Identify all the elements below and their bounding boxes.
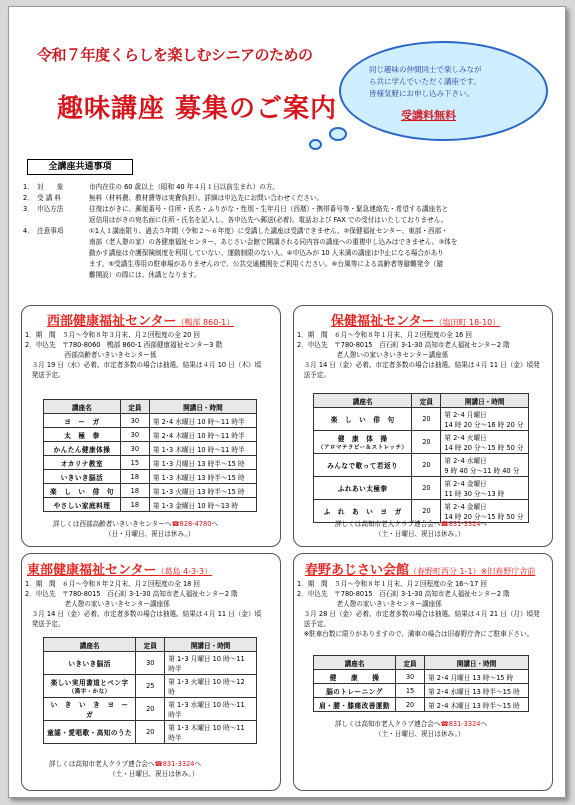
info-line: 1．期 間 ５月～令和８年３月末、月２回程度の全 20 回 [25, 331, 201, 339]
common-key: 注意事項 [37, 227, 64, 235]
east-address: （葛島 4-3-3） [156, 567, 213, 576]
table-header-row [314, 656, 529, 670]
column-header: 開講日・時間 [441, 394, 529, 408]
common-num: 2． [23, 194, 34, 202]
capacity-cell: 18 [120, 470, 149, 484]
west-address: （鴨部 860-1） [176, 318, 235, 327]
common-text: ①1人１講座限り。過去５年間（令和２～６年度）に受講した講座は受講できません。②保健福祉センター、東部・西部・ [89, 227, 448, 235]
table-row [44, 698, 257, 721]
column-header: 開講日・時間 [149, 400, 256, 414]
info-line: 2．申込先 〒780-8015 百石町 3-1-30 高知市老人福祉センター2 階 [297, 590, 510, 598]
east-footer [49, 759, 201, 779]
course-name-cell: みんなで歌って若返り [314, 454, 412, 477]
common-num: 3． [23, 205, 34, 213]
info-line: 1．期 間 ６月～令和８年１月末、月２回程度の全 16 回 [297, 331, 473, 339]
capacity-cell: 20 [136, 721, 165, 744]
common-key [37, 272, 89, 283]
common-num [23, 239, 37, 250]
course-name-cell: 肩・腰・膝痛改善運動 [314, 698, 396, 712]
west-course-table [43, 399, 257, 512]
common-list [23, 184, 457, 283]
info-line: 2．申込先 〒780-8015 百石町 3-1-30 高知市老人福祉センター2 階 [25, 590, 238, 598]
schedule-cell: 第 2･4 金曜日 14 時 20 分～15 時 50 分 [441, 500, 529, 523]
table-header-row [44, 400, 257, 414]
capacity-cell: 20 [412, 454, 441, 477]
column-header: 開講日・時間 [165, 638, 257, 652]
course-name-cell: い き い き ヨ ー ガ [44, 698, 136, 721]
course-name-cell: オカリナ教室 [44, 456, 121, 470]
info-line: 西部高齢者いきいきセンター係 [25, 351, 157, 359]
table-row [44, 652, 257, 675]
info-line: ※駐車台数に限りがありますので、満車の場合は旧春野庁舎にご駐車下さい。 [297, 630, 534, 638]
schedule-cell: 第 1･3 火曜日 13 時半～15 時 [149, 484, 256, 498]
info-line: 送予定。 [297, 620, 330, 628]
course-name-cell: いきいき脳活 [44, 652, 136, 675]
east-heading [27, 559, 212, 578]
common-text: ます。⑤受講生専用の駐車場がありませんので、公共交通機関をご利用ください。⑥台風等による高齢者等避難発令（避 [89, 260, 444, 268]
contact-tail: へ [480, 520, 488, 528]
common-key: 申込方法 [37, 205, 64, 213]
table-row [314, 408, 529, 431]
title-line2: 趣味講座 募集のご案内 [57, 94, 338, 124]
contact-text: 詳しくは高知市老人クラブ連合会へ [335, 520, 441, 528]
schedule-cell: 第 1･3 木曜日 10 時～11 時半 [165, 721, 257, 744]
hoken-footer [335, 519, 487, 539]
table-row [314, 670, 529, 684]
table-row [44, 414, 257, 428]
capacity-cell: 18 [120, 498, 149, 512]
capacity-cell: 20 [412, 477, 441, 500]
common-num: 4． [23, 227, 34, 235]
haruno-address: （春野町西分 1-1）※旧春野庁舎前 [409, 567, 536, 576]
contact-phone: ☎831-3324 [440, 720, 481, 728]
course-name-cell: かんたん健康体操 [44, 442, 121, 456]
flyer-page [8, 6, 566, 798]
info-line: 1．期 間 ６月～令和８年２月末、月２回程度の全 18 回 [25, 580, 201, 588]
course-name-cell: 楽 し い 俳 句 [314, 408, 412, 431]
table-row [314, 431, 529, 454]
contact-phone: ☎831-3324 [154, 760, 195, 768]
table-header-row [314, 394, 529, 408]
east-course-table [43, 637, 257, 744]
schedule-cell: 第 1･3 木曜日 13 時半～15 時 [149, 470, 256, 484]
common-num [23, 261, 37, 272]
common-text: 南部（老人憩の家）の各健康福祉センター、あじさい会館で開講される同内容の講座への重複申し込みはできません。③体を [89, 238, 458, 246]
common-key: 対 象 [37, 183, 64, 191]
table-row [44, 428, 257, 442]
table-row [44, 470, 257, 484]
table-row [44, 721, 257, 744]
closed-days: （土・日曜日、祝日は休み。） [109, 770, 199, 778]
table-row [314, 698, 529, 712]
info-line: ３月 14 日（金）必着。市定者多数の場合は抽選。結果は４月 11 日（金）頃 [25, 610, 262, 618]
contact-tail: へ [211, 520, 218, 528]
west-heading [47, 310, 234, 329]
closed-days: （土・日曜日、祝日は休み。） [375, 730, 465, 738]
east-info [25, 579, 261, 629]
hoken-contact [335, 519, 487, 529]
schedule-cell: 第 2･4 水曜日 10 時～11 時半 [149, 414, 256, 428]
table-row [314, 454, 529, 477]
course-name-cell: ふれあい太極拳 [314, 477, 412, 500]
cloud-bubble-small [329, 127, 347, 141]
info-line: 発送予定。 [25, 371, 65, 379]
east-name: 東部健康福祉センター [27, 563, 157, 578]
info-line: ３月 19 日（水）必着。市定者多数の場合は抽選。結果は４月 10 日（木）頃 [25, 361, 262, 369]
cloud-line: 皆様気軽にお申し込み下さい。 [369, 89, 474, 98]
title-line1: 令和７年度くらしを楽しむシニアのための [37, 46, 313, 64]
haruno-heading [305, 559, 535, 578]
column-header: 定員 [412, 394, 441, 408]
schedule-cell: 第 2･4 火曜日 14 時 20 分～15 時 50 分 [441, 431, 529, 454]
course-name-cell: 脳のトレーニング [314, 684, 396, 698]
haruno-contact [335, 719, 487, 729]
haruno-info [297, 579, 540, 639]
capacity-cell: 20 [412, 431, 441, 454]
west-info [25, 330, 261, 380]
info-line: 老人憩の家いきいきセンター講座係 [297, 600, 442, 608]
capacity-cell: 20 [412, 500, 441, 523]
schedule-cell: 第 1･3 月曜日 10 時～11 時半 [165, 652, 257, 675]
haruno-footer [335, 719, 487, 739]
info-line: 老人憩の家いきいきセンター講座係 [25, 600, 170, 608]
common-row [23, 272, 457, 283]
table-row [314, 684, 529, 698]
hoken-name: 保健福祉センター [331, 314, 435, 329]
capacity-cell: 30 [120, 442, 149, 456]
capacity-cell: 20 [412, 408, 441, 431]
capacity-cell: 18 [120, 484, 149, 498]
info-line: 1．期 間 ５月～令和８年１月末、月２回程度の全 16～17 回 [297, 580, 488, 588]
cloud-line: 同じ趣味の仲間同士で楽しみなが [369, 65, 482, 74]
capacity-cell: 30 [136, 652, 165, 675]
course-name-cell: 楽 し い 俳 句 [44, 484, 121, 498]
schedule-cell: 第 1･3 火曜日 10 時～12 時 [165, 675, 257, 698]
common-items-label: 全講座共通事項 [27, 159, 133, 175]
common-text: 無料（材料費、教材費等は実費負担）。詳細は申込先にお問い合わせください。 [89, 194, 324, 202]
course-name-cell: ヨ ー ガ [44, 414, 121, 428]
capacity-cell: 20 [136, 698, 165, 721]
course-name-cell: ふ れ あ い ヨ ガ [314, 500, 412, 523]
schedule-cell: 第 1･3 金曜日 10 時～13 時 [149, 498, 256, 512]
capacity-cell: 30 [120, 414, 149, 428]
common-num [23, 272, 37, 283]
table-row [314, 477, 529, 500]
course-name-cell: 童謡・愛唱歌・高知のうた [44, 721, 136, 744]
cloud-line: ら共に学んでいただく講座です。 [369, 77, 481, 86]
schedule-cell: 第 2･4 月曜日 13 時～15 時 [425, 670, 529, 684]
haruno-name: 春野あじさい会館 [305, 563, 410, 578]
hoken-heading [331, 310, 500, 329]
haruno-course-table [313, 655, 529, 712]
column-header: 講座名 [314, 656, 396, 670]
common-num: 1． [23, 183, 34, 191]
column-header: 講座名 [44, 638, 136, 652]
capacity-cell: 30 [120, 428, 149, 442]
column-header: 定員 [136, 638, 165, 652]
info-line: 2．申込先 〒780-8060 鴨部 860-1 西部健康福祉センター3 階 [25, 341, 223, 349]
info-line: 発送予定。 [25, 620, 65, 628]
schedule-cell: 第 2･4 木曜日 10 時～11 時半 [149, 428, 256, 442]
common-text: 返信用はがきの宛名面に住所・氏名を記入し、各申込先へ郵送(必着)。電話および FAX での受付はいたしておりません。 [89, 216, 448, 224]
common-text: 市内在住の 60 歳以上（昭和 40 年４月１日以前生まれ）の方。 [89, 183, 280, 191]
contact-phone: ☎831-3324 [440, 520, 481, 528]
east-contact [49, 759, 201, 769]
common-text: 往復はがきに、郵便番号・住所・氏名・ふりがな・性別・生年月日（西暦）・携帯番号等・緊急連絡先・希望する講座名と [89, 205, 449, 213]
info-line: 送予定。 [297, 371, 330, 379]
common-key [37, 261, 89, 272]
column-header: 定員 [396, 656, 425, 670]
common-text: 難開設）の際には、休講となります。 [89, 271, 201, 279]
course-name-cell: いきいき脳活 [44, 470, 121, 484]
common-key [37, 250, 89, 261]
common-text: 動かす講座は介護保険制度を利用していない、運動制限のない人。④申込みが 10 人未満の講座は中止になる場合があり [89, 249, 444, 257]
contact-tail: へ [480, 720, 488, 728]
schedule-cell: 第 1･3 月曜日 13 時半～15 時 [149, 456, 256, 470]
course-name-cell: 楽しい実用書道とペン字 （漢字・かな） [44, 675, 136, 698]
contact-text: 詳しくは西部高齢者いきいきセンターへ [53, 520, 172, 528]
column-header: 講座名 [44, 400, 121, 414]
course-name-cell: 健 康 体 操 （アロマテラピー＆ストレッチ） [314, 431, 412, 454]
column-header: 開講日・時間 [425, 656, 529, 670]
schedule-cell: 第 2･4 金曜日 11 時 30 分～13 時 [441, 477, 529, 500]
info-line: 2．申込先 〒780-8015 百石町 3-1-30 高知市老人福祉センター2 階 [297, 341, 510, 349]
info-line: 老人憩いの家いきいきセンター講座係 [297, 351, 449, 359]
column-header: 講座名 [314, 394, 412, 408]
capacity-cell: 30 [396, 670, 425, 684]
schedule-cell: 第 2･4 月曜日 14 時 20 分～16 時 20 分 [441, 408, 529, 431]
course-name-cell: 太 極 拳 [44, 428, 121, 442]
course-name-cell: やさしい家庭料理 [44, 498, 121, 512]
table-row [44, 484, 257, 498]
schedule-cell: 第 2･4 水曜日 13 時半～15 時 [425, 684, 529, 698]
common-key: 受 講 料 [37, 194, 61, 202]
course-name-cell: 健 康 操 [314, 670, 396, 684]
common-key [37, 239, 89, 250]
capacity-cell: 15 [396, 684, 425, 698]
schedule-cell: 第 1･3 木曜日 10 時～11 時半 [149, 442, 256, 456]
contact-tail: へ [194, 760, 202, 768]
contact-text: 詳しくは高知市老人クラブ連合会へ [335, 720, 441, 728]
table-row [44, 498, 257, 512]
cloud-text [369, 64, 482, 100]
table-row [44, 456, 257, 470]
capacity-cell: 25 [136, 675, 165, 698]
west-name: 西部健康福祉センター [47, 314, 177, 329]
common-num [23, 250, 37, 261]
table-row [44, 442, 257, 456]
hoken-address: （塩田町 18-10） [434, 318, 501, 327]
closed-days: （土・日曜日、祝日は休み。） [375, 530, 465, 538]
schedule-cell: 第 2･4 木曜日 13 時半～15 時 [425, 698, 529, 712]
cloud-bubble-tiny [309, 139, 322, 150]
closed-days: （日・月曜日、祝日は休み。） [105, 530, 195, 538]
hoken-info [297, 330, 540, 380]
schedule-cell: 第 1･3 水曜日 10 時～11 時半 [165, 698, 257, 721]
hoken-course-table [313, 393, 529, 523]
contact-phone: ☎828-4780 [171, 520, 212, 528]
west-contact [53, 519, 218, 529]
table-header-row [44, 638, 257, 652]
schedule-cell: 第 2･4 水曜日 9 時 40 分～11 時 40 分 [441, 454, 529, 477]
contact-text: 詳しくは高知市老人クラブ連合会へ [49, 760, 155, 768]
table-row [44, 675, 257, 698]
info-line: ３月 28 日（金）必着。市定者多数の場合は抽選。結果は４月 21 日（月）頃発 [297, 610, 540, 618]
west-footer [53, 519, 218, 539]
info-line: ３月 14 日（金）必着。市定者多数の場合は抽選。結果は４月 11 日（金）頃発 [297, 361, 540, 369]
capacity-cell: 20 [396, 698, 425, 712]
free-fee-label: 受講料無料 [401, 109, 456, 122]
column-header: 定員 [120, 400, 149, 414]
capacity-cell: 15 [120, 456, 149, 470]
